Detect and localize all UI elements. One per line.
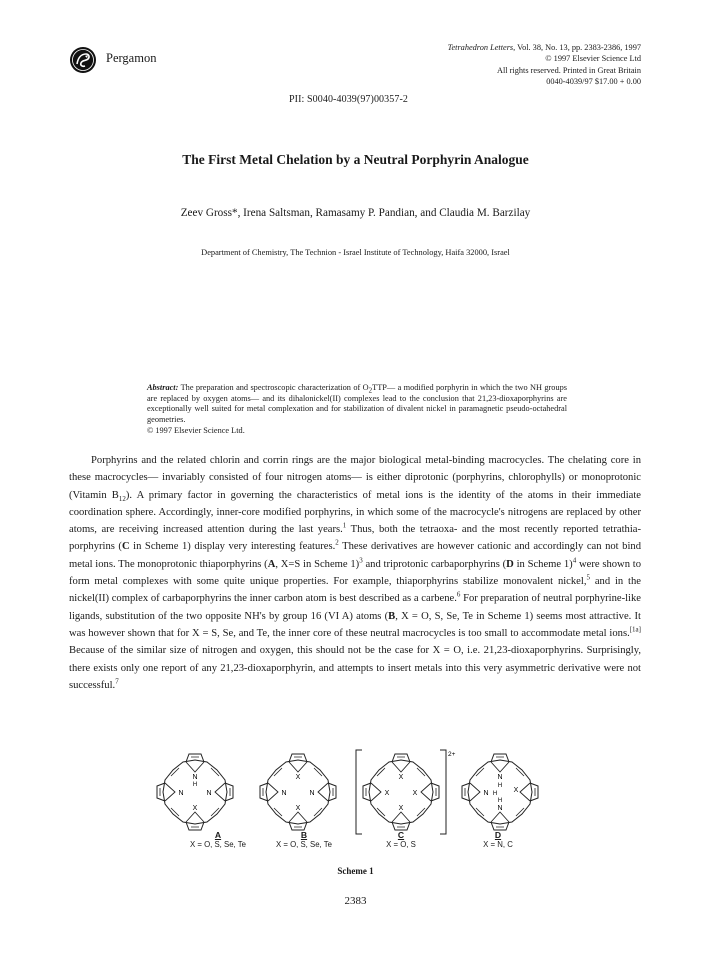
compound-letter: C	[397, 830, 405, 840]
page-number: 2383	[344, 895, 367, 907]
price-line: 0040-4039/97 $17.00 + 0.00	[546, 76, 641, 86]
atom-label: X	[192, 805, 198, 812]
atom-label: X	[295, 805, 301, 812]
ref-marker: [1a]	[629, 625, 641, 634]
abstract	[147, 383, 567, 437]
structure-d	[462, 754, 538, 830]
citation-details: , Vol. 38, No. 13, pp. 2383-2386, 1997	[513, 43, 641, 52]
structure-a	[157, 754, 233, 830]
journal-name: Tetrahedron Letters	[447, 43, 514, 52]
atom-label: N	[483, 790, 489, 797]
atom-label: X	[412, 790, 418, 797]
caption-d	[458, 830, 538, 849]
publisher-name: Pergamon	[106, 51, 157, 65]
caption-c	[361, 830, 441, 849]
compound-letter: B	[300, 830, 308, 840]
compound-substituents: X = N, C	[483, 840, 513, 849]
ref-marker: 5	[586, 573, 590, 582]
atom-label: X	[384, 790, 390, 797]
scheme-caption: Scheme 1	[337, 866, 374, 876]
atom-label: N	[192, 774, 198, 781]
charge-label: 2+	[448, 751, 456, 758]
atom-label: X	[398, 805, 404, 812]
pii-identifier: PII: S0040-4039(97)00357-2	[289, 94, 408, 105]
structure-b	[260, 754, 336, 830]
compound-substituents: X = O, S	[386, 840, 416, 849]
ref-marker: 3	[359, 556, 363, 565]
atom-label: H	[497, 783, 503, 789]
atom-label: N	[497, 805, 503, 812]
rights-line: All rights reserved. Printed in Great Britain	[496, 65, 641, 75]
porphyrin-structures	[150, 748, 610, 836]
article-title: The First Metal Chelation by a Neutral Porphyrin Analogue	[182, 152, 529, 167]
atom-label: X	[398, 774, 404, 781]
structure-c-bracket	[356, 750, 456, 834]
journal-citation	[341, 42, 641, 87]
affiliation: Department of Chemistry, The Technion - Israel Institute of Technology, Haifa 32000, Israel	[201, 248, 510, 257]
atom-label: H	[192, 782, 198, 788]
copyright-line: © 1997 Elsevier Science Ltd	[545, 54, 641, 64]
ref-marker: 1	[342, 521, 347, 530]
compound-substituents: X = O, S, Se, Te	[190, 840, 246, 849]
caption-b	[262, 830, 346, 849]
body-text	[69, 452, 641, 694]
atom-label: N	[206, 790, 212, 797]
atom-label: X	[513, 787, 519, 794]
atom-label: X	[295, 774, 301, 781]
abstract-label: Abstract:	[147, 383, 179, 392]
ref-marker: 7	[115, 677, 119, 686]
ref-marker: 6	[456, 590, 461, 599]
atom-label: N	[178, 790, 184, 797]
atom-label: N	[497, 774, 503, 781]
caption-a	[177, 830, 259, 849]
compound-substituents: X = O, S, Se, Te	[276, 840, 332, 849]
atom-label: H	[497, 798, 503, 804]
abstract-copyright: © 1997 Elsevier Science Ltd.	[147, 425, 245, 435]
author-list: Zeev Gross*, Irena Saltsman, Ramasamy P. Pandian, and Claudia M. Barzilay	[180, 207, 531, 219]
ref-marker: 2	[335, 538, 339, 547]
atom-label: N	[309, 790, 315, 797]
compound-letter: A	[214, 830, 222, 840]
structure-c	[363, 754, 439, 830]
compound-letter: D	[494, 830, 502, 840]
ref-marker: 4	[572, 556, 577, 565]
pergamon-logo-icon	[69, 46, 97, 74]
abstract-text: Abstract: The preparation and spectroscopic characterization of $O_2TTP—$ a modified porphyrin in which the two NH groups are replaced by oxygen atoms— and its dihalonickel(II) complexes lead to the conclusion that 21,23-dioxaporphyrins are exceptionally well suited for metal complexation and for stabilization of divalent nickel in paramagnetic pseudo-octahedral geometries.	[147, 383, 567, 425]
body-paragraph: Porphyrins and the related chlorin and corrin rings are the major biological metal-binding macrocycles. The chelating core in these macrocycles— invariably consisted of four nitrogen atoms— is either diprotonic (porphyrins, chlorophylls) or monoprotonic (Vitamin $B_{12}$). A primary factor in governing the characteristics of metal ions is the identity of the atoms in their immediate coordination sphere. Accordingly, inner-core modified porphyrins, in which some of the macrocycle's nitrogens are replaced by other atoms, are receiving increased attention during the last years.$^1$ Thus, both the tetraoxa- and the most recently reported tetrathia-porphyrins (C in Scheme 1) display very interesting features.$^2$ These derivatives are however cationic and accordingly can not bind metal ions. The monoprotonic thiaporphyrins (A, X=S in Scheme 1)$^3$ and triprotonic carbaporphyrins (D in Scheme 1)$^4$ were shown to form metal complexes with some quite unique properties. For example, thiaporphyrins stabilize monovalent nickel,$^5$ and in the nickel(II) complex of carbaporphyrins the inner carbon atom is best described as a carbene.$^6$ For preparation of neutral porphyrine-like ligands, substitution of the two opposite NH's by group 16 (VI A) atoms (B, X = O, S, Se, Te in Scheme 1) seems most attractive. It was however shown that for X = S, Se, and Te, the inner core of these neutral macrocycles is too small to accommodate metal ions.[1a] Because of the similar size of nitrogen and oxygen, this should not be the case for X = O, i.e. 21,23-dioxaporphyrins. Surprisingly, there exists only one report of any 21,23-dioxaporphyrin, and attempts to insert metals into this very asymmetric derivative were not successful.$^7$	[69, 455, 642, 691]
atom-label: N	[281, 790, 287, 797]
atom-label: H	[492, 791, 498, 797]
